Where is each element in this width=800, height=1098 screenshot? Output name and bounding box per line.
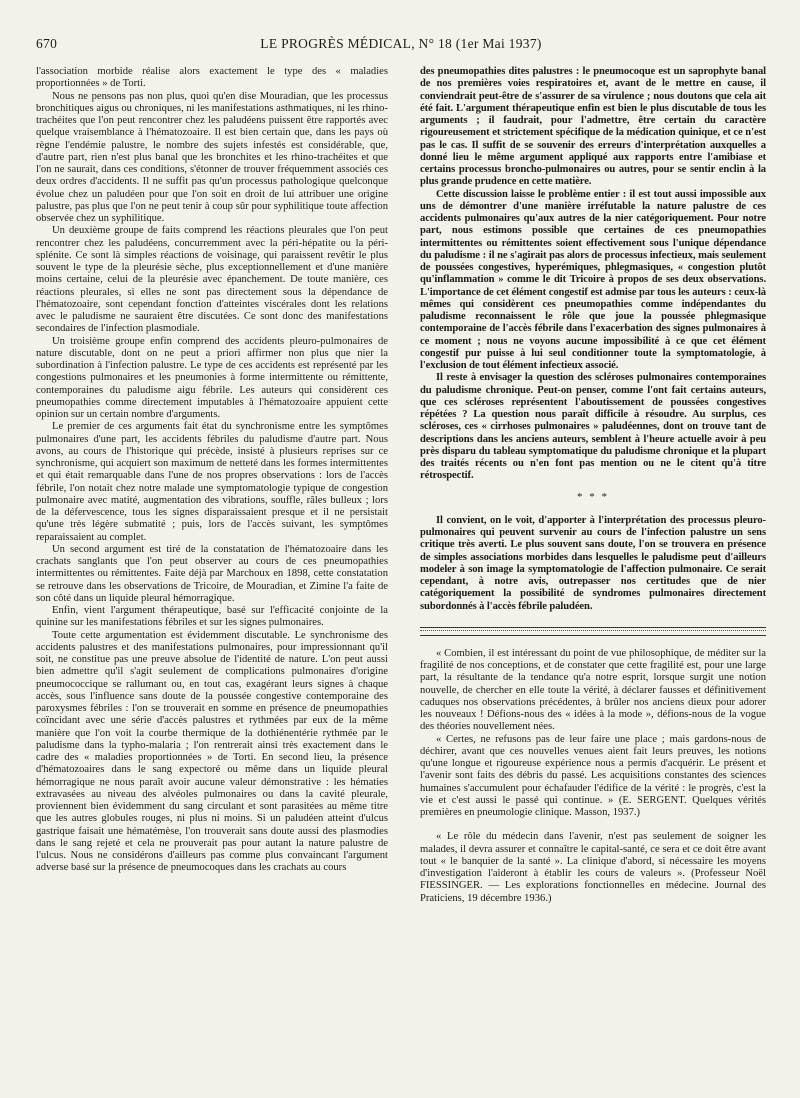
body-paragraph: Cette discussion laisse le problème entier : il est tout aussi impossible aux uns de démontrer d'une manière irréfutable la nature palustre de ces accidents pulmonaires qu'aux autres de la nier catégoriquement. Pour notre part, nous estimons possible que certaines de ces pneumopathies intermittentes ou rémittentes soient effectivement sous l'unique dépendance du paludisme : il ne s'agirait pas alors de processus infectieux, mais seulement de poussées congestives, hyperémiques, phlegmasiques, « congestion plutôt qu'inflammation » comme le dit Tricoire à propos de ses deux observations. L'importance de cet élément congestif est admise par tous les auteurs : ceux-là mêmes qui considèrent ces pneumopathies comme indépendantes du paludisme reconnaissent le rôle que joue la poussée phlegmasique contemporaine de l'accès fébrile dans l'exacerbation des signes pulmonaires à ce moment ; nous ne voyons aucune impossibilité à ce que cet élément congestif pur puisse à lui seul conditionner toute la symptomatologie, à l'exclusion de tout élément infectieux associé. — [420, 188, 766, 371]
left-column — [36, 66, 388, 875]
running-title: LE PROGRÈS MÉDICAL, N° 18 (1er Mai 1937) — [260, 36, 542, 51]
section-separator-stars: * * * — [577, 490, 609, 503]
page-header — [36, 34, 766, 56]
quote-paragraph: « Combien, il est intéressant du point de vue philosophique, de méditer sur la fragilité de nos conceptions, et de constater que cette fragilité est, pour une large part, la résultante de la tendance qu'a notre esprit, lorsque surgit une notion nouvelle, de chercher en elle toute la vérité, à déclarer fausses et définitivement caduques nos observations précédentes, à brûler nos anciens dieux pour adorer les nouveaux ! Défions-nous des « idées à la mode », défions-nous de la vogue des théories nouvellement nées. — [420, 647, 766, 733]
quote-paragraph: « Le rôle du médecin dans l'avenir, n'est pas seulement de soigner les malades, il devra assurer et connaître le capital-santé, ce sera et ce doit être avant tout « le banquier de la santé ». La clinique d'abord, si nécessaire les moyens d'investigation l'aideront à établir les cours de valeurs ». (Professeur Noël FIESSINGER. — Les explorations fonctionnelles en médecine. Journal des Praticiens, 19 décembre 1936.) — [420, 831, 766, 904]
body-paragraph: Un deuxième groupe de faits comprend les réactions pleurales que l'on peut rencontrer chez les paludéens, concurremment avec la péri-hépatite ou la péri-splénite. Ce sont là simples réactions de voisinage, qui paraissent revêtir le plus souvent le type de la pleurésie sèche, plus exceptionnellement et d'une manière moins certaine, celui de la pleurésie avec épanchement. De toute manière, ces réactions pleurales, si elles ne sont pas directement sous la dépendance de l'hématozoaire, sont cependant fonction d'atteintes viscérales dont les relations avec le paludisme ne sauraient être discutées. Ce sont donc des manifestations secondaires de l'infection plasmodiale. — [36, 225, 388, 335]
quotations-block — [420, 648, 766, 905]
body-paragraph: Nous ne pensons pas non plus, quoi qu'en dise Mouradian, que les processus bronchitiques aigus ou chroniques, ni les manifestations asthmatiques, ni les rhino-trachéites que l'on peut rencontrer chez les paludéens puissent être rapportés avec quelque vraisemblance à l'hématozoaire. Il est bien certain que, dans les pays où règne l'endémie palustre, le nombre des sujets infestés est considérable, que, d'autre part, rien n'est plus banal que les bronchites et les rhino-trachéites et que l'on ne saurait, dans ces conditions, s'étonner de trouver fréquemment associés ces deux ordres d'accidents. Il ne suffit pas qu'un processus pathologique quelconque évolue chez un paludéen pour que l'on soit en droit de lui attribuer une origine palustre, pas plus que l'on ne peut tenir à coup sûr pour syphilitique toute affection observée chez un syphilitique. — [36, 90, 388, 224]
body-paragraph: Un troisième groupe enfin comprend des accidents pleuro-pulmonaires de nature discutable, dont on ne peut a priori affirmer non plus que nier la subordination à l'infection palustre. Le type de ces accidents est représenté par les congestions pulmonaires et les pneumonies à forme intermittente ou rémittente, contemporaines du paludisme aigu fébrile. Les auteurs qui considèrent ces pneumopathies comme directement imputables à l'hématozoaire appuient cette opinion sur un certain nombre d'arguments. — [36, 335, 388, 420]
body-paragraph: Le premier de ces arguments fait état du synchronisme entre les symptômes pulmonaires d'une part, les accidents fébriles du paludisme d'autre part. Nous avons, au cours de l'historique qui précède, insisté à plusieurs reprises sur ce synchronisme, qui acquiert son maximum de netteté dans les formes intermittentes et qui était remarquable dans l'une de nos propres observations : lors de l'accès fébrile, l'on notait chez notre malade une symptomatologie typique de congestion pulmonaire avec matité, augmentation des vibrations, souffle, râles bulleux ; lors de la défervescence, tous les signes disparaissaient presque et il ne persistait qu'une très légère submatité ; puis, lors de l'accès suivant, les symptômes reparaissaient au complet. — [36, 421, 388, 543]
body-paragraph: Enfin, vient l'argument thérapeutique, basé sur l'efficacité conjointe de la quinine sur les manifestations fébriles et sur les signes pulmonaires. — [36, 605, 388, 629]
right-column — [420, 66, 766, 905]
body-paragraph: Il reste à envisager la question des scléroses pulmonaires contemporaines du paludisme chronique. Peut-on penser, comme l'ont fait certains auteurs, que ces scléroses représentent l'aboutissement de poussées congestives répétées ? La question nous paraît difficile à résoudre. Au surplus, ces scléroses, ces « cirrhoses pulmonaires » paludéennes, dont on trouve tant de descriptions dans les anciens auteurs, semblent à l'heure actuelle avoir à peu près disparu du tableau symptomatique du paludisme chronique et la plupart des traités récents ou n'en font pas mention ou ne le citent qu'à titre rétrospectif. — [420, 372, 766, 482]
ornamental-rule — [420, 627, 766, 636]
body-paragraph: Un second argument est tiré de la constatation de l'hématozoaire dans les crachats sanglants que l'on peut observer au cours de ces pneumopathies intermittentes ou rémittentes. Faite déjà par Marchoux en 1898, cette constatation se retrouve dans les observations de Tricoire, de Mouradian, et Zimine l'a faite de son côté dans un liquide pleural hémorragique. — [36, 543, 388, 604]
body-paragraph: des pneumopathies dites palustres : le pneumocoque est un saprophyte banal de nos premières voies respiratoires et, avant de le mettre en cause, il conviendrait peut-être de s'assurer de sa virulence ; nous doutons que cela ait été fait. L'argument thérapeutique enfin est bien le plus discutable de tous les arguments ; il faudrait, pour l'admettre, être certain du caractère rigoureusement et strictement spécifique de la médication quinique, et ce n'est pas le cas. Il suffit de se souvenir des erreurs d'interprétation auxquelles a donné lieu le même argument appliqué aux rapports entre l'amibiase et certains processus broncho-pulmonaires ou autres, pour se sentir enclin à la plus grande prudence en cette matière. — [420, 66, 766, 188]
quote-paragraph: « Certes, ne refusons pas de leur faire une place ; mais gardons-nous de déchirer, avant que ces nouvelles venues aient fait leurs preuves, les notions qu'une longue et rigoureuse expérience nous a permis d'acquérir. Le présent et l'avenir sont faits des débris du passé. Les acquisitions constantes des sciences humaines s'accumulent pour échafauder l'édifice de la vérité : le progrès, c'est la vie et c'est aussi le passé qui continue. » (E. SERGENT. Quelques vérités premières en pneumologie clinique. Masson, 1937.) — [420, 733, 766, 818]
body-paragraph: Toute cette argumentation est évidemment discutable. Le synchronisme des accidents palustres et des manifestations pulmonaires, pour impressionnant qu'il soit, ne constitue pas une preuve absolue de l'identité de nature. L'on peut aussi bien admettre qu'il s'agit seulement de complications pulmonaires d'origine pneumococcique se rallumant ou, en tout cas, exagérant leurs signes à chaque accès, sous l'influence sans doute de la poussée congestive contemporaine des paroxysmes fébriles : l'on se trouverait en somme en présence de pneumopathies coïncidant avec une série d'accès palustres et rythmées par eux de la même manière que l'on voit la courbe thermique de la dothiénentérie rythmée par le paludisme dans la typho-malaria ; l'on rentrerait ainsi très exactement dans le cadre des « maladies proportionnées » de Torti. En second lieu, la présence d'hématozoaires dans le sang expectoré ou même dans un liquide pleural hémorragique ne nous paraît avoir aucune valeur démonstrative : les hématies extravasées au niveau des alvéoles pulmonaires ou dans la cavité pleurale, proviennent bien évidemment du sang circulant et sont parasitées au même titre que les autres globules rouges, ni plus ni moins. Si un paludéen atteint d'ulcus gastrique faisait une hématémèse, l'on trouverait sans doute aussi des plasmodies dans le sang rejeté et cela ne prouverait pas pour autant la nature palustre de l'ulcus. Nous ne considérons d'ailleurs pas comme plus convaincant l'argument adverse basé sur la présence de pneumocoques dans les crachats au cours — [36, 629, 388, 874]
page-number: 670 — [36, 36, 58, 51]
conclusion-paragraph: Il convient, on le voit, d'apporter à l'interprétation des processus pleuro-pulmonaires qui peuvent survenir au cours de l'infection palustre un sens critique très averti. Le plus souvent sans doute, l'on se trouvera en présence de simples associations morbides dans lesquelles le paludisme peut d'ailleurs modeler à son image la symptomatologie de l'affection pulmonaire. Ce serait cependant, à notre avis, outrepasser nos certitudes que de nier catégoriquement la possibilité de syndromes pulmonaires directement subordonnés à l'accès fébrile paludéen. — [420, 514, 766, 612]
body-paragraph: l'association morbide réalise alors exactement le type des « maladies proportionnées » de Torti. — [36, 66, 388, 90]
